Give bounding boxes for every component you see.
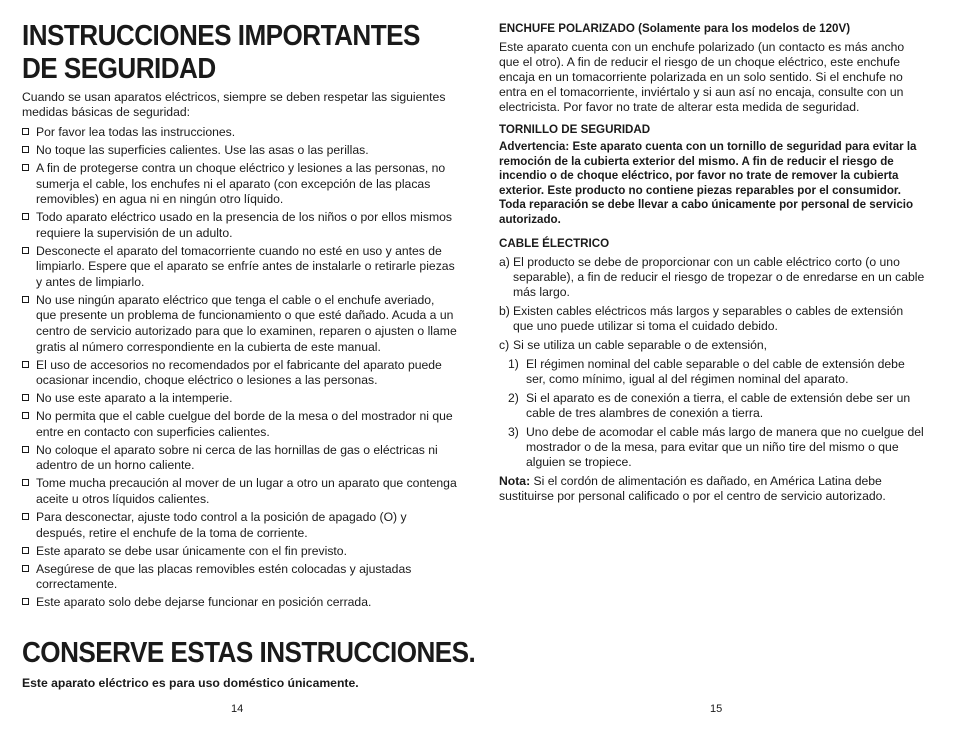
- safety-title-line1: INSTRUCCIONES IMPORTANTES: [22, 20, 420, 52]
- list-item-text: Desconecte el aparato del tomacorriente cuando no esté en uso y antes de limpiarlo. Espere que el aparato se enfríe antes de instalarle o retirarle piezas y antes de limpiarlo.: [36, 243, 455, 289]
- list-item-text: Este aparato solo debe dejarse funcionar en posición cerrada.: [36, 595, 372, 610]
- checkbox-square-icon: [22, 128, 29, 135]
- checkbox-square-icon: [22, 412, 29, 419]
- checkbox-square-icon: [22, 213, 29, 220]
- list-item-text: No coloque el aparato sobre ni cerca de las hornillas de gas o eléctricas ni adentro de un horno caliente.: [36, 442, 438, 473]
- right-page: [499, 0, 925, 738]
- list-item-text: Para desconectar, ajuste todo control a la posición de apagado (O) y después, retire el enchufe de la toma de corriente.: [36, 509, 407, 540]
- note-label: Nota:: [499, 474, 531, 488]
- list-item: [22, 125, 458, 141]
- cord-list: [499, 255, 925, 353]
- left-page: [22, 0, 476, 738]
- list-item: [22, 562, 458, 593]
- checkbox-square-icon: [22, 394, 29, 401]
- note-text: Si el cordón de alimentación es dañado, en América Latina debe sustituirse por personal calificado o por el centro de servicio autorizado.: [499, 474, 886, 503]
- safety-list: [22, 125, 458, 613]
- list-marker: c): [499, 338, 510, 352]
- checkbox-square-icon: [22, 479, 29, 486]
- electric-cord-heading: CABLE ÉLECTRICO: [499, 237, 610, 250]
- checkbox-square-icon: [22, 296, 29, 303]
- safety-title: [22, 20, 420, 86]
- safety-title-line2: DE SEGURIDAD: [22, 53, 216, 85]
- conserve-heading: CONSERVE ESTAS INSTRUCCIONES.: [22, 637, 476, 669]
- list-item: [499, 425, 925, 470]
- list-item-text: Si el aparato es de conexión a tierra, el cable de extensión debe ser un cable de tres alambres de conexión a tierra.: [526, 391, 911, 420]
- list-item-text: El producto se debe de proporcionar con un cable eléctrico corto (o uno separable), a fin de reducir el riesgo de tropezar o de enredarse en un cable más largo.: [513, 255, 925, 299]
- checkbox-square-icon: [22, 164, 29, 171]
- list-item: [22, 544, 458, 560]
- list-item: [22, 595, 458, 611]
- checkbox-square-icon: [22, 565, 29, 572]
- checkbox-square-icon: [22, 247, 29, 254]
- list-item-text: No permita que el cable cuelgue del borde de la mesa o del mostrador ni que entre en contacto con superficies calientes.: [36, 409, 453, 439]
- page-number-left: 14: [231, 703, 244, 715]
- list-item-text: Este aparato se debe usar únicamente con el fin previsto.: [36, 543, 347, 558]
- safety-screw-heading: TORNILLO DE SEGURIDAD: [499, 123, 651, 136]
- checkbox-square-icon: [22, 446, 29, 453]
- list-item-text: Asegúrese de que las placas removibles estén colocadas y ajustadas correctamente.: [36, 561, 412, 592]
- list-item: [499, 391, 925, 421]
- list-item: [22, 293, 458, 355]
- list-item: [22, 476, 458, 507]
- safety-screw-section: [499, 122, 925, 228]
- list-item: [22, 161, 458, 208]
- checkbox-square-icon: [22, 513, 29, 520]
- list-item: [499, 255, 925, 300]
- list-item: [499, 304, 925, 334]
- list-item-text: A fin de protegerse contra un choque eléctrico y lesiones a las personas, no sumerja el cable, los enchufes ni el aparato (con excepción de las placas removibles) en agua ni en ningún otro líquido.: [36, 160, 446, 207]
- safety-screw-warning: Advertencia: Este aparato cuenta con un tornillo de seguridad para evitar la remoción de la cubierta exterior del mismo. A fin de reducir el riesgo de incendio o de choque eléctrico, por favor no trate de remover la cubierta exterior. Este producto no contiene piezas reparables por el consumidor. Toda reparación se debe llevar a cabo únicamente por personal de servicio autorizado.: [499, 140, 917, 226]
- list-item: [22, 409, 458, 440]
- list-item: [22, 143, 458, 159]
- list-item: [499, 357, 925, 387]
- list-item: [22, 391, 458, 407]
- list-item-text: Existen cables eléctricos más largos y separables o cables de extensión que uno puede utilizar si toma el cuidado debido.: [513, 304, 904, 333]
- list-item: [22, 244, 458, 291]
- list-item: [22, 510, 458, 541]
- list-marker: b): [499, 304, 510, 318]
- extension-cord-sublist: [499, 357, 925, 470]
- checkbox-square-icon: [22, 598, 29, 605]
- list-item: [22, 443, 458, 474]
- list-item-text: El uso de accesorios no recomendados por el fabricante del aparato puede ocasionar incendio, choque eléctrico o lesiones a las personas.: [36, 357, 442, 388]
- list-marker: a): [499, 255, 510, 269]
- list-item-text: Uno debe de acomodar el cable más largo de manera que no cuelgue del mostrador o de la mesa, para evitar que un niño tire del mismo o que alguien se tropiece.: [526, 425, 924, 469]
- electric-cord-section: [499, 236, 925, 504]
- safety-intro: Cuando se usan aparatos eléctricos, siempre se deben respetar las siguientes medidas básicas de seguridad:: [22, 90, 446, 119]
- domestic-use-note: Este aparato eléctrico es para uso doméstico únicamente.: [22, 676, 359, 690]
- checkbox-square-icon: [22, 146, 29, 153]
- list-marker: 2): [508, 391, 519, 405]
- list-marker: 3): [508, 425, 519, 439]
- list-item-text: Por favor lea todas las instrucciones.: [36, 125, 236, 139]
- checkbox-square-icon: [22, 547, 29, 554]
- list-item: [499, 338, 925, 353]
- list-item: [22, 358, 458, 389]
- polarized-plug-heading: ENCHUFE POLARIZADO (Solamente para los modelos de 120V): [499, 22, 851, 35]
- list-item-text: No use ningún aparato eléctrico que tenga el cable o el enchufe averiado, que presente un problema de funcionamiento o que esté dañado. Acuda a un centro de servicio autorizado para que lo examinen, reparen o ajusten o llame gratis al número correspondiente en la cubierta de este manual.: [36, 292, 457, 354]
- checkbox-square-icon: [22, 361, 29, 368]
- list-marker: 1): [508, 357, 519, 371]
- cord-note: [499, 474, 925, 504]
- list-item-text: No use este aparato a la intemperie.: [36, 391, 233, 406]
- list-item-text: Si se utiliza un cable separable o de extensión,: [513, 338, 768, 352]
- list-item-text: Tome mucha precaución al mover de un lugar a otro un aparato que contenga aceite u otros líquidos calientes.: [36, 476, 457, 506]
- list-item-text: Todo aparato eléctrico usado en la presencia de los niños o por ellos mismos requiere la supervisión de un adulto.: [36, 210, 452, 240]
- list-item-text: No toque las superficies calientes. Use las asas o las perillas.: [36, 142, 369, 157]
- list-item: [22, 210, 458, 241]
- polarized-plug-section: [499, 21, 925, 115]
- polarized-plug-text: Este aparato cuenta con un enchufe polarizado (un contacto es más ancho que el otro). A fin de reducir el riesgo de un choque eléctrico, este enchufe encaja en un tomacorriente polarizada en un solo sentido. Si el enchufe no entra en el tomacorriente, inviértalo y si aun así no encaja, consulte con un electricista. Por favor no trate de alterar esta medida de seguridad.: [499, 40, 905, 114]
- page-number-right: 15: [710, 703, 723, 715]
- list-item-text: El régimen nominal del cable separable o del cable de extensión debe ser, como mínimo, igual al del régimen nominal del aparato.: [526, 357, 905, 386]
